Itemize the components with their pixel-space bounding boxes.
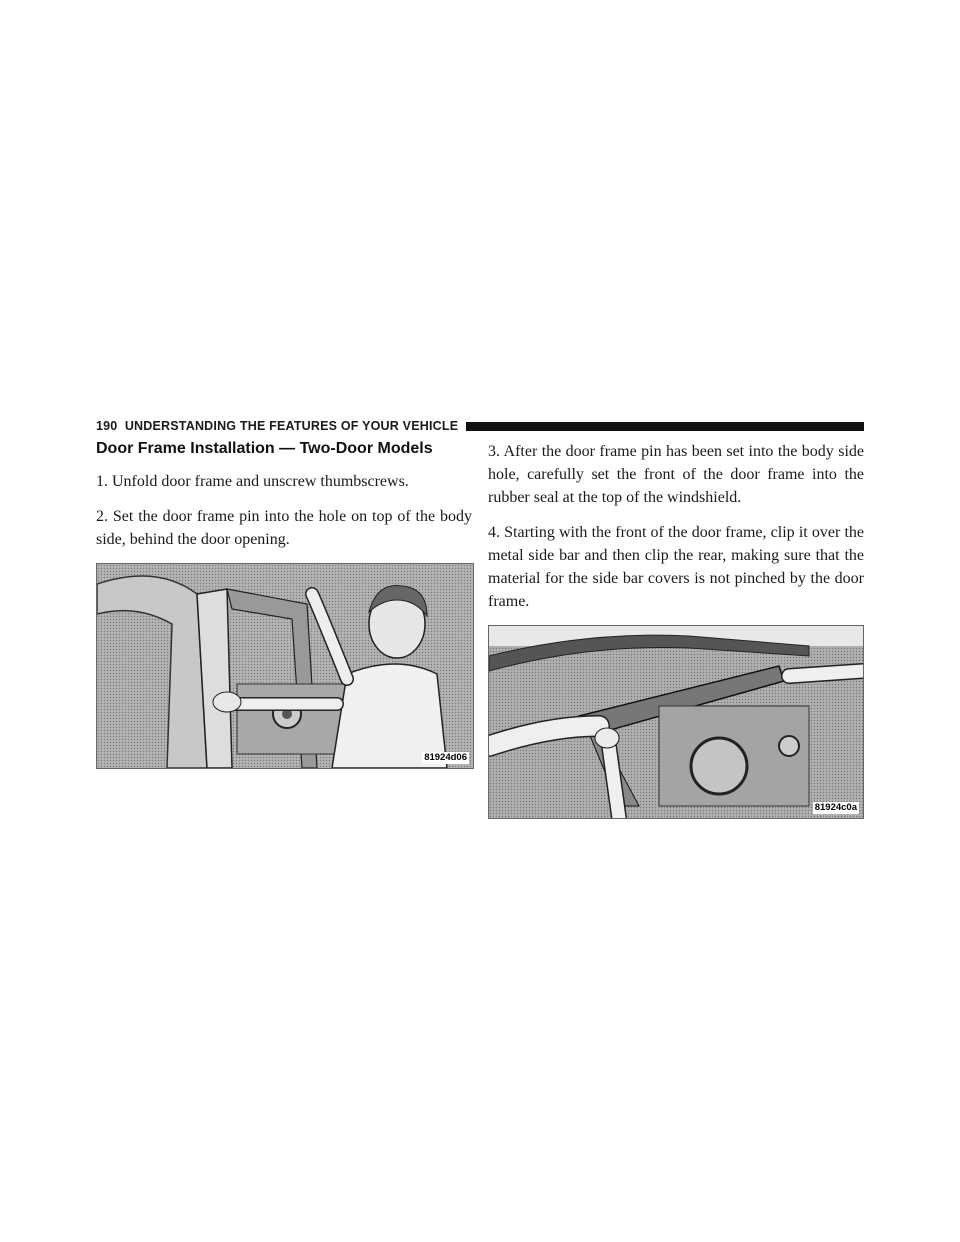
figure-door-frame-pin: [96, 563, 474, 769]
left-column: [96, 440, 472, 769]
right-column: [488, 440, 864, 819]
figure-door-frame-clip: [488, 625, 864, 819]
hands-clipping-door-frame-illustration: [489, 626, 863, 818]
section-title: UNDERSTANDING THE FEATURES OF YOUR VEHICLE: [124, 419, 459, 433]
page-number: 190: [96, 419, 118, 433]
step-1: 1. Unfold door frame and unscrew thumbscrews.: [96, 473, 409, 490]
step-3: 3. After the door frame pin has been set into the body side hole, carefully set the front of the door frame into the rubber seal at the top of the windshield.: [488, 443, 864, 506]
figure-label: 81924c0a: [814, 802, 857, 813]
section-heading: Door Frame Installation — Two-Door Models: [96, 440, 433, 457]
step-2: 2. Set the door frame pin into the hole on top of the body side, behind the door opening.: [96, 508, 472, 548]
step-4: 4. Starting with the front of the door frame, clip it over the metal side bar and then clip the rear, making sure that the material for the side bar covers is not pinched by the door frame.: [488, 524, 864, 610]
header-text: [96, 419, 466, 433]
man-installing-door-frame-illustration: [97, 564, 473, 768]
header-rule: [466, 422, 864, 431]
page-header: [96, 417, 864, 435]
figure-label: 81924d06: [424, 752, 467, 763]
